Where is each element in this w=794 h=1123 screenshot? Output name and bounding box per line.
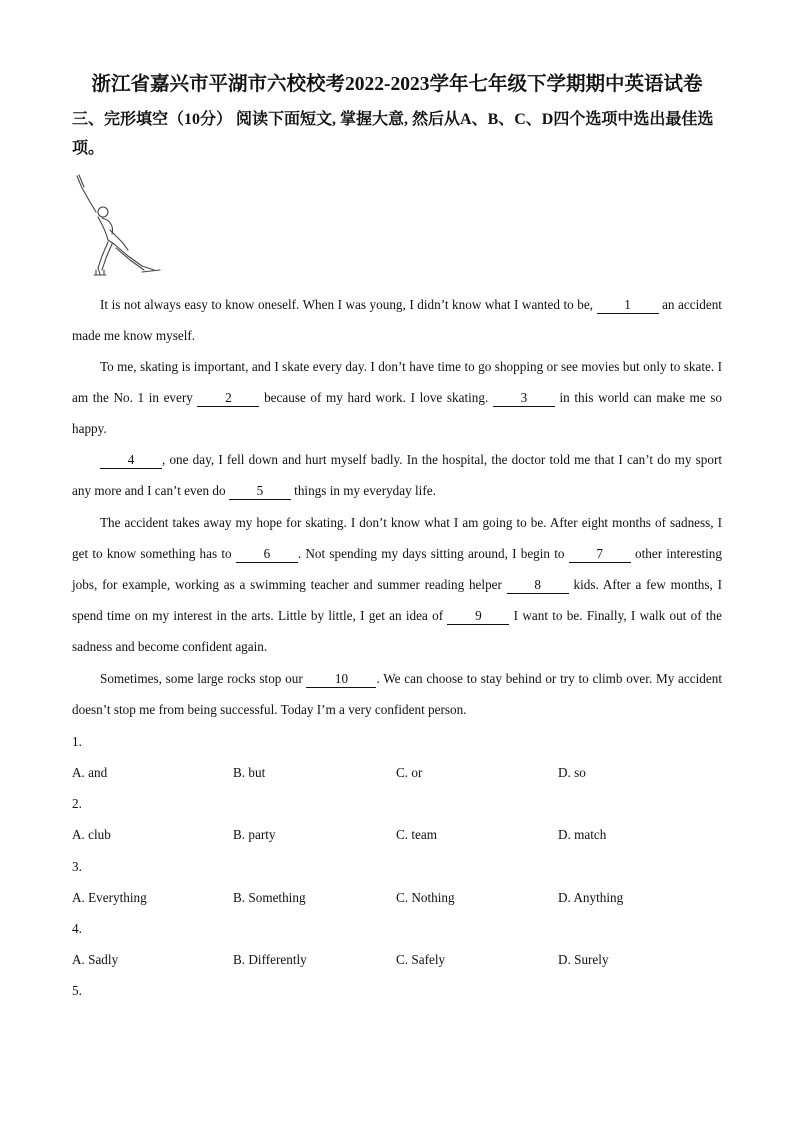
option-c[interactable]: C. Nothing	[396, 890, 455, 905]
option-a[interactable]: A. Sadly	[72, 952, 119, 967]
option-b[interactable]: B. Something	[233, 890, 306, 905]
passage-paragraph-5: Sometimes, some large rocks stop our 10 . We can choose to stay behind or try to climb over. My accident doesn’t stop me from being successful. Today I’m a very confident person.	[72, 671, 722, 717]
option-b[interactable]: B. Differently	[233, 952, 307, 967]
blank-1[interactable]: 1	[597, 297, 659, 314]
blank-3[interactable]: 3	[493, 390, 555, 407]
passage-paragraph-3: 4 , one day, I fell down and hurt myself badly. In the hospital, the doctor told me that I can’t do my sport any more and I can’t even do 5 things in my everyday life.	[72, 452, 722, 498]
section-header	[72, 105, 727, 163]
blank-8[interactable]: 8	[507, 577, 569, 594]
blank-9[interactable]: 9	[447, 608, 509, 625]
skater-leg-right	[114, 244, 154, 270]
page-title: 浙江省嘉兴市平湖市六校校考2022-2023学年七年级下学期期中英语试卷	[91, 74, 703, 95]
option-c[interactable]: C. Safely	[396, 952, 446, 967]
skate-blade-right	[142, 270, 160, 272]
section-heading: 三、完形填空（10分）	[72, 111, 233, 128]
question-number: 3.	[72, 859, 82, 874]
skater-body	[98, 217, 114, 244]
question-number: 5.	[72, 983, 82, 998]
question-number: 2.	[72, 796, 82, 811]
skater-head	[98, 207, 108, 217]
question-number: 4.	[72, 921, 82, 936]
option-d[interactable]: D. Surely	[558, 952, 609, 967]
skater-lower-arm	[110, 230, 128, 250]
question-number: 1.	[72, 734, 82, 749]
section-instruction: 阅读下面短文, 掌握大意, 然后从A、B、C、D四个选项中选出最佳选项。	[72, 111, 714, 157]
passage-paragraph-1: It is not always easy to know oneself. When I was young, I didn’t know what I wanted to be, 1 an accident made me know myself.	[72, 297, 722, 343]
option-d[interactable]: D. so	[558, 765, 586, 780]
blank-2[interactable]: 2	[197, 390, 259, 407]
passage-paragraph-4: The accident takes away my hope for skating. I don’t know what I am going to be. After eight months of sadness, I get to know something has to 6 . Not spending my days sitting around, I begin to 7 other interesting jobs, for example, working as a swimming teacher and summer reading helper 8 kids. After a few months, I spend time on my interest in the arts. Little by little, I get an idea of 9 I want to be. Finally, I walk out of the sadness and become confident again.	[72, 515, 723, 654]
option-a[interactable]: A. Everything	[72, 890, 147, 905]
passage-paragraph-2: To me, skating is important, and I skate every day. I don’t have time to go shopping or see movies but only to skate. I am the No. 1 in every 2 because of my hard work. I love skating. 3 in this world can make me so happy.	[72, 359, 722, 436]
option-b[interactable]: B. party	[233, 827, 276, 842]
blank-7[interactable]: 7	[569, 546, 631, 563]
option-c[interactable]: C. or	[396, 765, 423, 780]
option-b[interactable]: B. but	[233, 765, 266, 780]
blank-4[interactable]: 4	[100, 452, 162, 469]
blank-5[interactable]: 5	[229, 483, 291, 500]
skater-illustration	[70, 172, 165, 284]
skater-raised-arm	[77, 176, 96, 212]
option-a[interactable]: A. and	[72, 765, 108, 780]
option-d[interactable]: D. Anything	[558, 890, 624, 905]
blank-6[interactable]: 6	[236, 546, 298, 563]
option-c[interactable]: C. team	[396, 827, 438, 842]
option-d[interactable]: D. match	[558, 827, 607, 842]
option-a[interactable]: A. club	[72, 827, 111, 842]
blank-10[interactable]: 10	[306, 671, 376, 688]
